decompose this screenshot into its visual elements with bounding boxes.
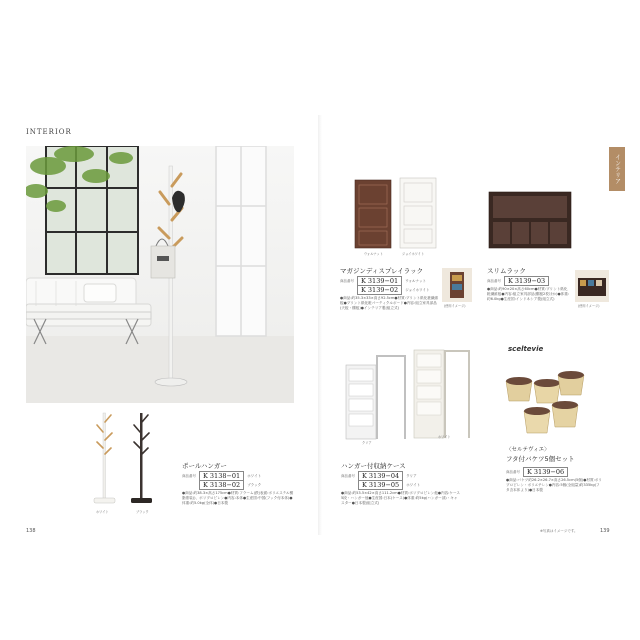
hero-illustration [26, 146, 294, 403]
hanger-case-image [344, 345, 474, 445]
magazine-rack-white [400, 178, 436, 248]
pole-hanger-color-1: ホワイト [247, 473, 262, 478]
bucket-set-description: ●商品:バケツ約26.2×26.7×高さ26.5cm(5個)●材質:ポリプロピレン・ポリエチレン●内容:5個(全組量)約335kg(フタ含本体より)●日本製 [506, 478, 602, 492]
slim-rack-code-1: K 3139−03 [504, 276, 549, 286]
magazine-rack-code-label: 商品番号 [340, 278, 354, 283]
magazine-rack-color-1: ウォルナット [405, 278, 426, 283]
hanger-case-color-1: クリア [406, 473, 417, 478]
magazine-rack-variant-row-2 [357, 285, 430, 295]
hanger-case-code-2: K 3139−05 [358, 480, 403, 490]
magazine-rack-image-label-walnut: ウォルナット [364, 252, 383, 256]
pole-hanger-color-2: ブラック [247, 482, 262, 487]
pole-hanger-variant-row-2 [199, 480, 261, 490]
bucket-set-image [498, 365, 590, 437]
slim-rack-code-label: 商品番号 [487, 278, 501, 283]
page-number-left: 138 [26, 528, 36, 534]
magazine-rack-name: マガジンディスプレイラック [340, 267, 424, 275]
magazine-rack-description: ●商品:約35.3×33×高さ92.5cm●材質:プリント紙化粧繊維板●プリント紙化粧パーティクルボード●内容:組立家具部品(天板・棚板)●インテリア製(組立式) [340, 296, 439, 310]
photo-disclaimer: ※写真はイメージです。 [540, 529, 578, 533]
hanger-case-description: ●商品:約53.5×42×高さ111.2cm●材質:ポリプロピレン他●内容:ケース5段・ハンガー他●生産国:日本(ケース)●体重:約5kg(ハンガー部)・キャスター●日本製(組立式) [341, 491, 461, 505]
bucket-set-name-line1: 〈セルテヴィエ〉 [506, 447, 550, 453]
slim-rack-usage-image [575, 270, 609, 302]
bucket-set-code-label: 商品番号 [506, 469, 520, 474]
pole-hanger-image-label-black: ブラック [136, 510, 149, 514]
hanger-case-code-1: K 3139−04 [358, 471, 403, 481]
slim-rack-description: ●商品:約90×20×高さ60cm●材質:プリント紙化粧繊維板●内容:組立家具部品(棚板2枚ほか)●体重:約6.0kg●生産国:インドネシア製(組立式) [487, 287, 570, 301]
magazine-rack-code-2: K 3139−02 [357, 285, 402, 295]
hero-interior-photo [26, 146, 294, 403]
page-number-right: 139 [600, 528, 610, 534]
hanger-case-variant-row-2 [358, 480, 420, 490]
hanger-case-clear [346, 355, 406, 439]
bucket-set-name-line2: フタ付バケツ5個セット [506, 455, 575, 463]
slim-rack-usage-caption: (使用イメージ) [578, 304, 600, 308]
hanger-case-name: ハンガー付収納ケース [341, 462, 406, 470]
bucket-set-variant-row-1 [506, 467, 568, 477]
sceltevie-brand-logo: sceltevie [508, 345, 544, 353]
magazine-rack-image [350, 175, 440, 255]
pole-hanger-product-image [88, 410, 160, 522]
magazine-rack-code-1: K 3139−01 [357, 276, 402, 286]
pole-hanger-code-2: K 3138−02 [199, 480, 244, 490]
slim-rack-variant-row-1 [487, 276, 549, 286]
bucket-set-code-1: K 3139−06 [523, 467, 568, 477]
pole-hanger-code-1: K 3138−01 [199, 471, 244, 481]
magazine-rack-usage-image [442, 268, 472, 302]
hanger-case-image-label-clear: クリア [362, 441, 372, 445]
magazine-rack-image-label-white: ジョイホワイト [402, 252, 425, 256]
slim-rack-image [487, 190, 573, 250]
magazine-rack-walnut [355, 180, 391, 248]
magazine-rack-color-2: ジョイホワイト [405, 287, 430, 292]
gutter-shadow [318, 115, 322, 535]
section-title: INTERIOR [26, 128, 72, 136]
slim-rack-name: スリムラック [487, 267, 526, 275]
pole-hanger-image-label-white: ホワイト [96, 510, 109, 514]
pole-hanger-black [131, 413, 152, 503]
magazine-rack-usage-caption: (使用イメージ) [444, 304, 466, 308]
hanger-case-color-2: ホワイト [406, 482, 421, 487]
pole-hanger-name: ポールハンガー [182, 462, 227, 470]
category-tab[interactable]: インテリア [609, 147, 625, 191]
hanger-case-image-label-white: ホワイト [438, 435, 451, 439]
pole-hanger-white [94, 413, 115, 503]
hanger-case-white [414, 350, 470, 438]
pole-hanger-description: ●商品:約38.3×高さ175cm●材質:フラーム(鉄(表面:ポリエステル樹脂塗装))、ポリプロピレン●内容:本体●生産国:中国(フック付本体)●体重:約5.0kg(全体)●日本製 [182, 491, 294, 505]
pole-hanger-code-label: 商品番号 [182, 473, 196, 478]
bucket-group [506, 371, 584, 433]
hanger-case-code-label: 商品番号 [341, 473, 355, 478]
